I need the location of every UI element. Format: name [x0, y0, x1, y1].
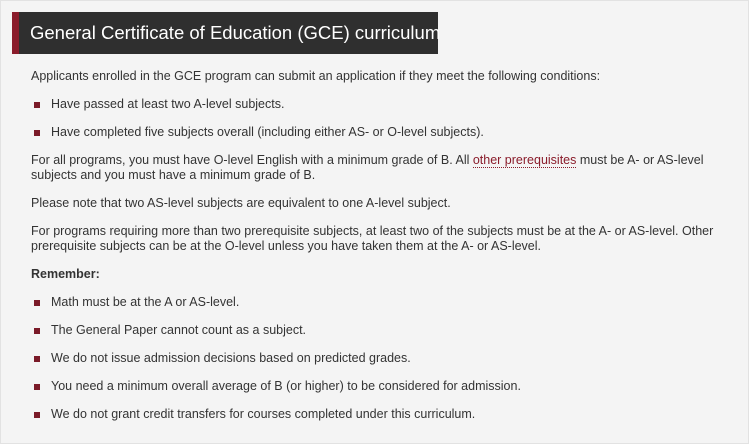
- programs-note-before: For all programs, you must have O-level English with a minimum grade of B. All: [31, 153, 473, 167]
- list-item-text: Have passed at least two A-level subjects.: [51, 97, 285, 111]
- list-item-text: The General Paper cannot count as a subject.: [51, 323, 307, 337]
- list-item-text: We do not grant credit transfers for courses completed under this curriculum.: [51, 407, 476, 421]
- square-bullet-icon: [34, 102, 40, 108]
- intro-text: Applicants enrolled in the GCE program can submit an application if they meet the following conditions:: [31, 69, 601, 83]
- equivalence-note: Please note that two AS-level subjects are equivalent to one A-level subject.: [31, 196, 451, 210]
- remember-list: [31, 295, 743, 422]
- list-item: [31, 295, 743, 310]
- list-item: [31, 407, 743, 422]
- section-header: [12, 12, 441, 54]
- other-prerequisites-link[interactable]: other prerequisites: [472, 153, 577, 167]
- list-item-text: Math must be at the A or AS-level.: [51, 295, 240, 309]
- section-title: General Certificate of Education (GCE) curriculum: [30, 22, 441, 43]
- list-item: [31, 97, 743, 112]
- square-bullet-icon: [34, 412, 40, 418]
- list-item-text: Have completed five subjects overall (including either AS- or O-level subjects).: [51, 125, 484, 139]
- list-item: [31, 323, 743, 338]
- programs-note: [31, 153, 743, 183]
- square-bullet-icon: [34, 300, 40, 306]
- programs-note-after: must be A- or AS-level subjects and you must have a minimum grade of B.: [31, 153, 704, 182]
- section-content: [31, 69, 743, 435]
- list-item: [31, 351, 743, 366]
- list-item-text: We do not issue admission decisions based on predicted grades.: [51, 351, 411, 365]
- remember-heading: Remember:: [31, 267, 100, 281]
- square-bullet-icon: [34, 384, 40, 390]
- conditions-list: [31, 97, 743, 140]
- multi-prerequisite-note: For programs requiring more than two prerequisite subjects, at least two of the subjects must be at the A- or AS-level. Other prerequisite subjects can be at the O-level unless you have taken them at the A- or AS-level.: [31, 224, 714, 253]
- list-item: [31, 125, 743, 140]
- list-item-text: You need a minimum overall average of B (or higher) to be considered for admission.: [51, 379, 521, 393]
- square-bullet-icon: [34, 328, 40, 334]
- square-bullet-icon: [34, 130, 40, 136]
- square-bullet-icon: [34, 356, 40, 362]
- list-item: [31, 379, 743, 394]
